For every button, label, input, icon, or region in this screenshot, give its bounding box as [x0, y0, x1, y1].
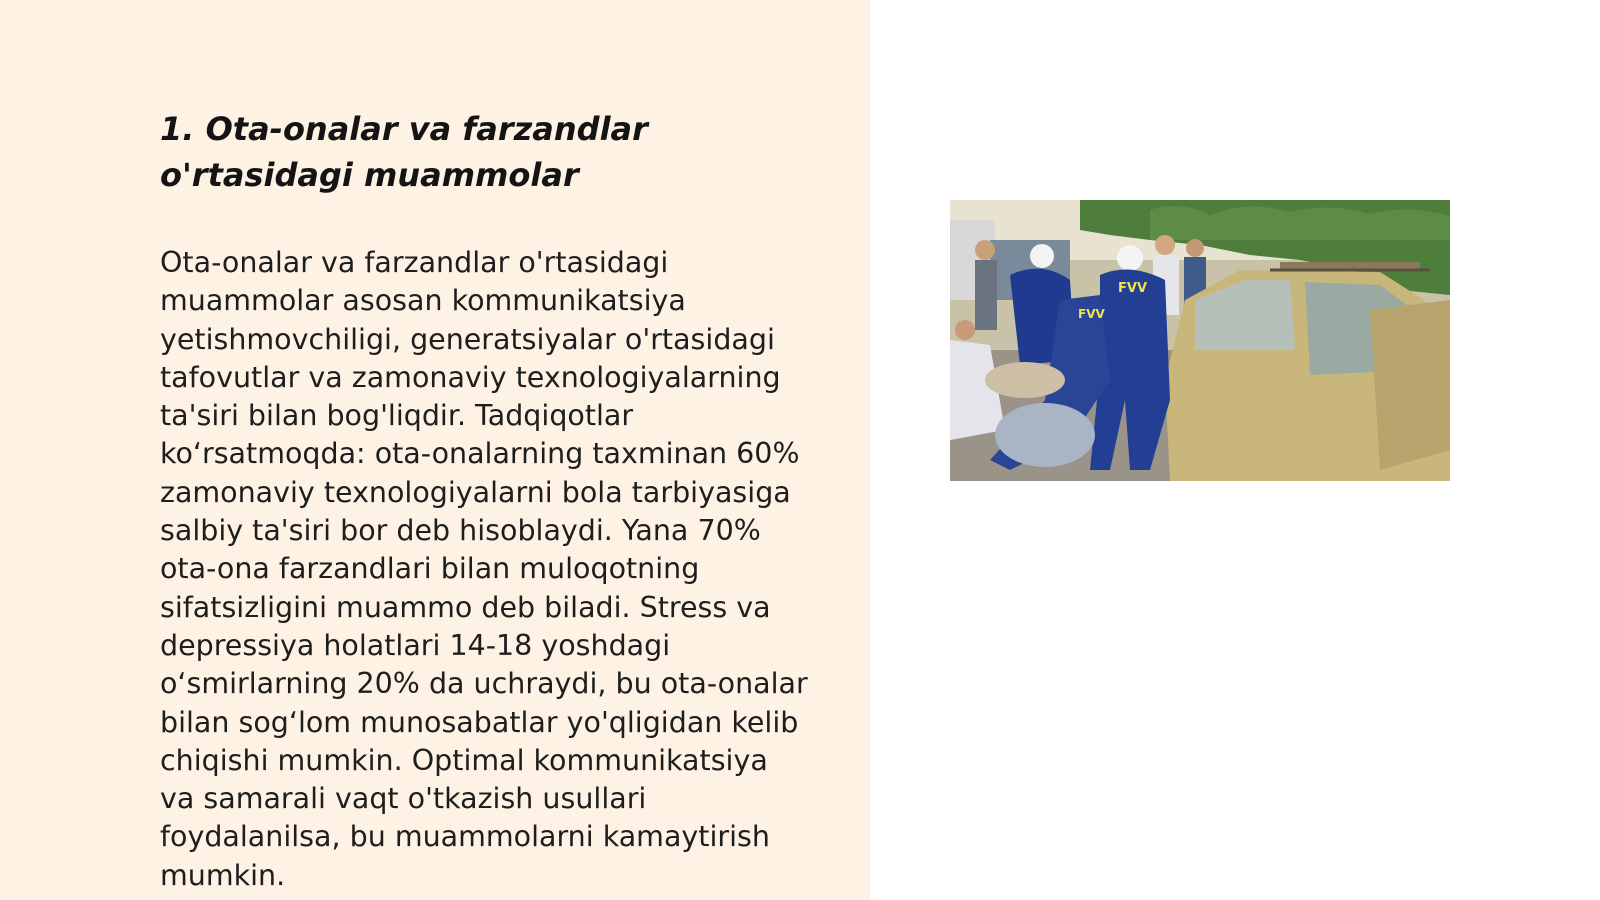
uniform-label-2: FVV — [1078, 307, 1105, 321]
slide-title: 1. Ota-onalar va farzandlar o'rtasidagi muammolar — [160, 110, 648, 194]
rescue-scene-photo — [950, 200, 1450, 481]
body-paragraph: Ota-onalar va farzandlar o'rtasidagi muammolar asosan kommunikatsiya yetishmovchiligi, generatsiyalar o'rtasidagi tafovutlar va zamonaviy texnologiyalarning ta'siri bilan bog'liqdir. Tadqiqotlar koʻrsatmoqda: ota-onalarning taxminan 60% zamonaviy texnologiyalarni bola tarbiyasiga salbiy ta'siri bor deb hisoblaydi. Yana 70% ota-ona farzandlari bilan muloqotning sifatsizligini muammo deb biladi. Stress va depressiya holatlari 14-18 yoshdagi oʻsmirlarning 20% da uchraydi, bu ota-onalar bilan sogʻlom munosabatlar yo'qligidan kelib chiqishi mumkin. Optimal kommunikatsiya va samarali vaqt o'tkazish usullari foydalanilsa, bu muammolarni kamaytirish mumkin. — [160, 246, 808, 892]
uniform-label-1: FVV — [1118, 281, 1148, 296]
photo-blanket — [995, 403, 1095, 467]
